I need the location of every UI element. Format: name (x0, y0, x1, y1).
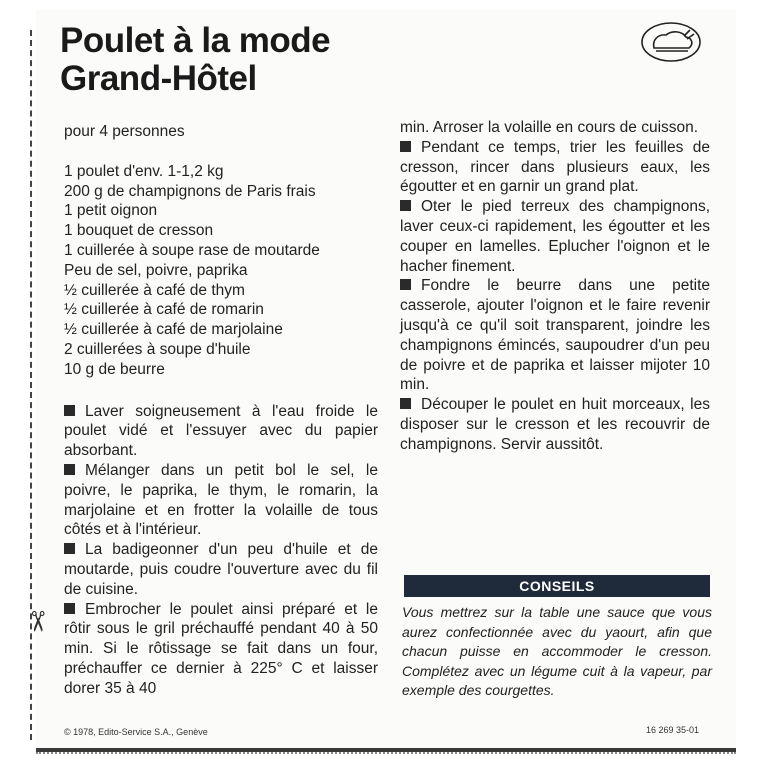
ingredient: ½ cuillerée à café de thym (64, 281, 245, 299)
ingredient: 1 poulet d'env. 1-1,2 kg (64, 162, 224, 180)
step: Découper le poulet en huit morceaux, les disposer sur le cresson et les recouvrir de champignons. Servir aussitôt. (400, 396, 710, 453)
left-column (64, 122, 378, 699)
step: Mélanger dans un petit bol le sel, le poivre, le paprika, le thym, le romarin, la marjolaine et en frotter la volaille de tous côtés et à l'intérieur. (64, 461, 378, 539)
step: Oter le pied terreux des champignons, laver ceux-ci rapidement, les égoutter et les couper en lamelles. Eplucher l'oignon et le hacher finement. (400, 198, 710, 275)
ingredient: 1 petit oignon (64, 202, 158, 220)
ingredient: 10 g de beurre (64, 360, 165, 378)
conseils-heading: CONSEILS (404, 575, 710, 597)
step: Pendant ce temps, trier les feuilles de cresson, rincer dans plusieurs eaux, les égoutter et en garnir un grand plat. (400, 138, 710, 196)
bullet-square-icon (400, 398, 411, 409)
conseils-text: Vous mettrez sur la table une sauce que vous aurez confectionnée avec du yaourt, afin que chacun puisse en accommoder le cresson. Complétez avec un légume cuit à la vapeur, par exemple des courgettes. (402, 604, 712, 698)
footer-code: 16 269 35-01 (646, 725, 700, 735)
ingredient: 1 bouquet de cresson (64, 222, 214, 240)
bullet-square-icon (64, 464, 75, 475)
title-line-2: Grand-Hôtel (60, 59, 257, 98)
bullet-square-icon (400, 141, 411, 152)
perforation-line (36, 752, 736, 754)
chicken-dish-icon (640, 20, 702, 64)
ingredient: 200 g de champignons de Paris frais (64, 182, 316, 200)
scissors-icon: ✂ (22, 609, 54, 634)
title-line-1: Poulet à la mode (60, 21, 331, 60)
ingredient: 1 cuillerée à soupe rase de moutarde (64, 241, 320, 259)
ingredient: Peu de sel, poivre, paprika (64, 261, 248, 279)
ingredient: 2 cuillerées à soupe d'huile (64, 340, 251, 358)
right-column (400, 118, 710, 455)
bullet-square-icon (64, 543, 75, 554)
step: Fondre le beurre dans une petite casserole, ajouter l'oignon et le faire revenir jusqu'à ce qu'il soit transparent, joindre les champignons émincés, saupoudrer d'un peu de poivre et de paprika et laisser mijoter 10 min. (400, 277, 710, 394)
footer-copyright: © 1978, Edito-Service S.A., Genève (64, 727, 208, 737)
ingredient: ½ cuillerée à café de romarin (64, 301, 264, 319)
ingredient-list (64, 162, 378, 380)
servings: pour 4 personnes (64, 123, 185, 140)
bullet-square-icon (400, 279, 411, 290)
step: Laver soigneusement à l'eau froide le poulet vidé et l'essuyer avec du papier absorbant. (64, 402, 378, 460)
step: La badigeonner d'un peu d'huile et de moutarde, puis coudre l'ouverture avec du fil de cuisine. (64, 541, 378, 598)
ingredient: ½ cuillerée à café de marjolaine (64, 321, 283, 339)
page-title (60, 22, 330, 98)
step: Embrocher le poulet ainsi préparé et le rôtir sous le gril préchauffé pendant 40 à 50 min. Si le rôtissage se fait dans un four, préchauffer ce dernier à 225° C et laisser dorer 35 à 40 (64, 600, 378, 697)
bullet-square-icon (64, 603, 75, 614)
step-continuation: min. Arroser la volaille en cours de cuisson. (400, 119, 699, 136)
bullet-square-icon (64, 405, 75, 416)
cut-line (30, 30, 32, 740)
bullet-square-icon (400, 200, 411, 211)
